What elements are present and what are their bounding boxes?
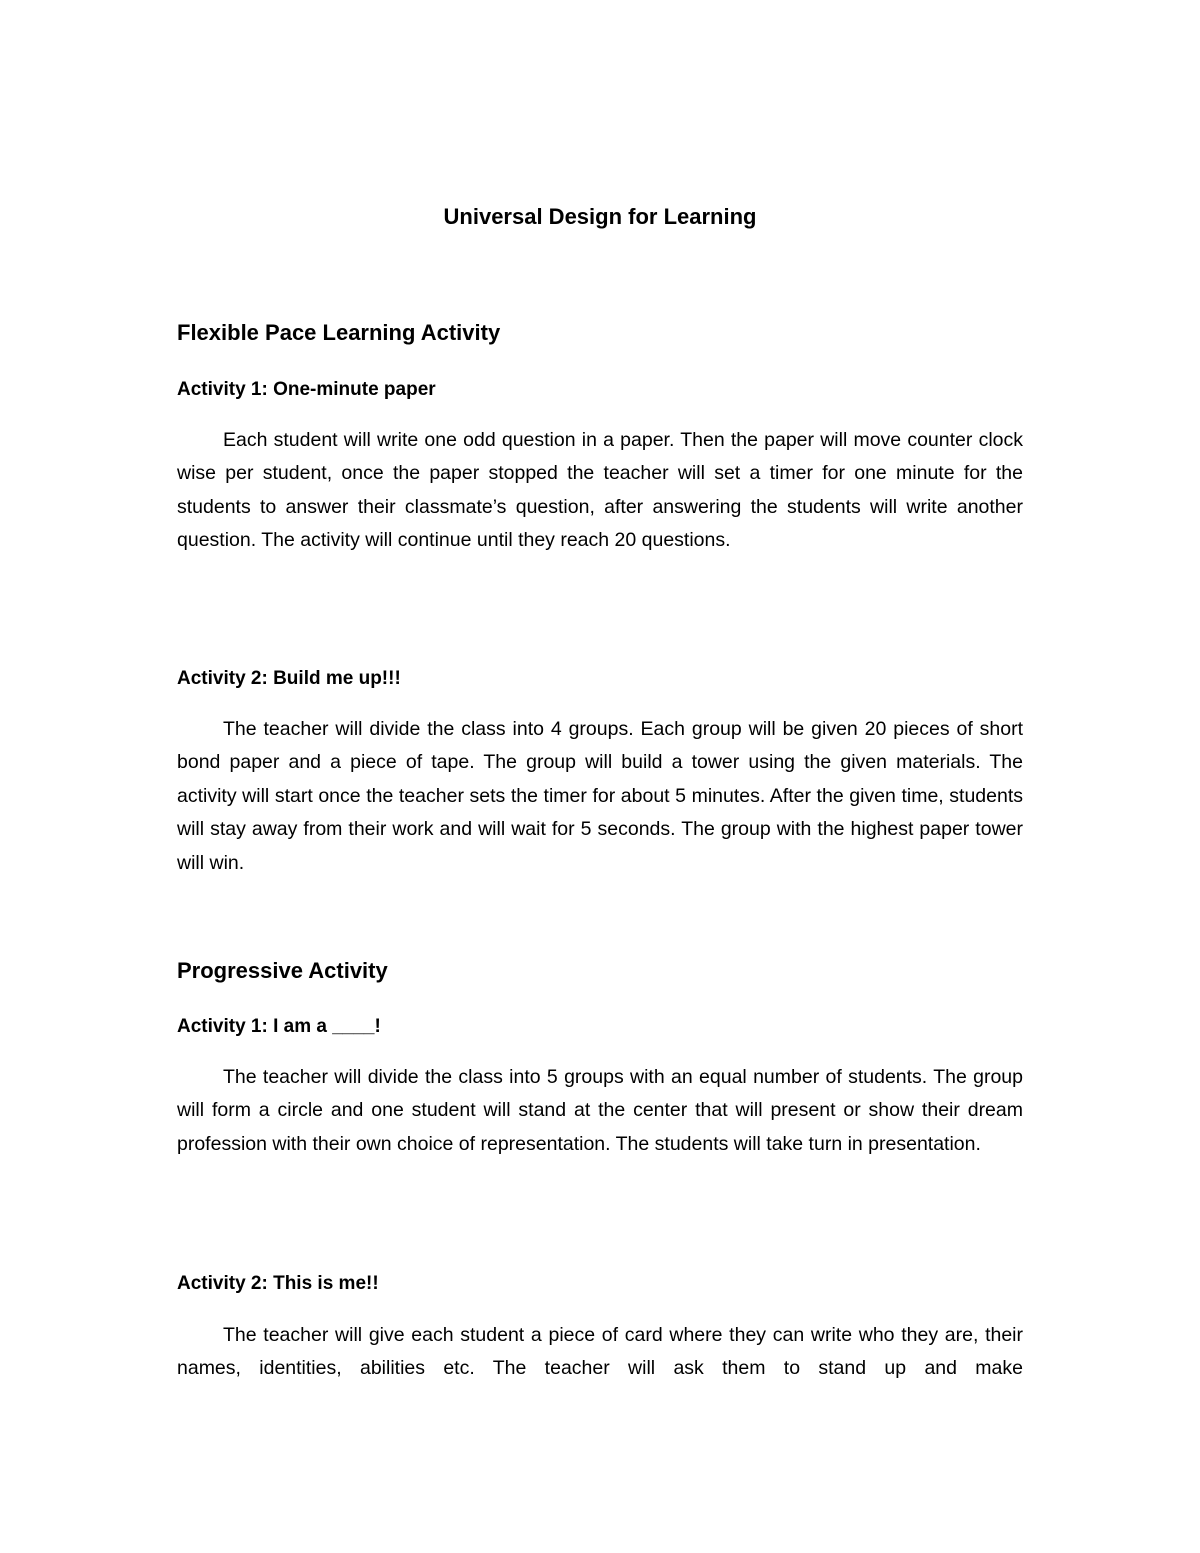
activity-body-build-me-up: The teacher will divide the class into 4 groups. Each group will be given 20 pieces of short bond paper and a piece of tape. The group will build a tower using the given materials. The activity will start once the teacher sets the timer for about 5 minutes. After the given time, students will stay away from their work and will wait for 5 seconds. The group with the highest paper tower will win. — [177, 718, 1023, 874]
activity-body-this-is-me: The teacher will give each student a piece of card where they can write who they are, their names, identities, abilities etc. The teacher will ask them to stand up and make — [177, 1324, 1023, 1380]
activity-body-i-am-a: The teacher will divide the class into 5 groups with an equal number of students. The group will form a circle and one student will stand at the center that will present or show their dream profession with their own choice of representation. The students will take turn in presentation. — [177, 1066, 1023, 1155]
section-heading-flexible-pace: Flexible Pace Learning Activity — [177, 320, 501, 345]
activity-body-one-minute-paper: Each student will write one odd question in a paper. Then the paper will move counter clock wise per student, once the paper stopped the teacher will set a timer for one minute for the students to answer their classmate’s question, after answering the students will write another question. The activity will continue until they reach 20 questions. — [177, 429, 1023, 552]
activity-heading-this-is-me: Activity 2: This is me!! — [177, 1273, 379, 1294]
activity-heading-one-minute-paper: Activity 1: One-minute paper — [177, 379, 436, 400]
activity-heading-i-am-a: Activity 1: I am a ____! — [177, 1016, 381, 1037]
section-heading-progressive: Progressive Activity — [177, 958, 388, 983]
activity-heading-build-me-up: Activity 2: Build me up!!! — [177, 668, 401, 689]
document-title: Universal Design for Learning — [443, 204, 757, 229]
